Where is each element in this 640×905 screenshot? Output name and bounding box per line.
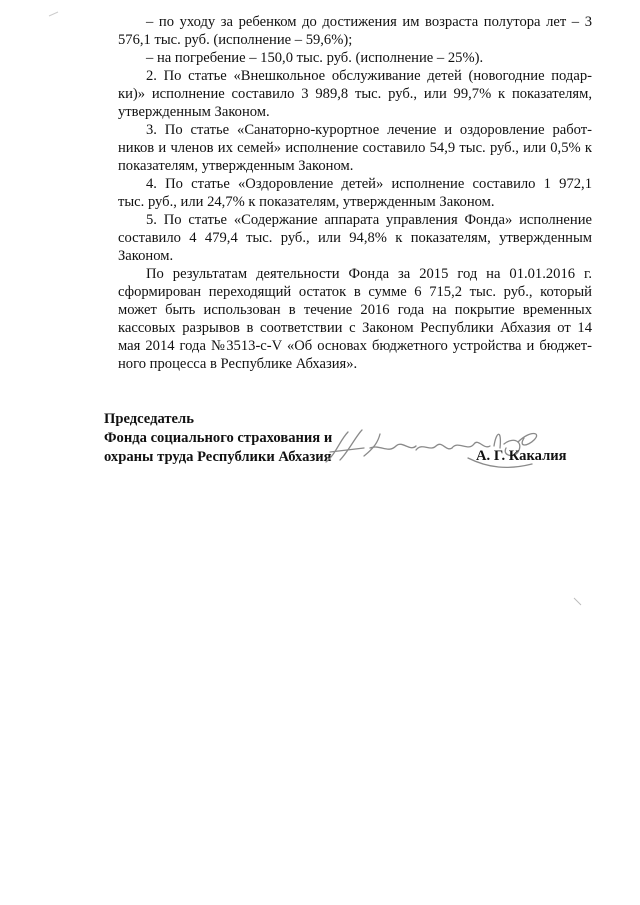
text-line: мая 2014 года №3513-с-V «Об основах бюджетного устройства и бюджет-: [118, 338, 592, 354]
text-line: тыс. руб., или 24,7% к показателям, утвержденным Законом.: [118, 194, 495, 210]
text-line: сформирован переходящий остаток в сумме 6 715,2 тыс. руб., который: [118, 284, 592, 300]
scan-speck: [572, 596, 584, 608]
text-line: 4. По статье «Оздоровление детей» исполнение составило 1 972,1: [146, 176, 592, 192]
text-line: 5. По статье «Содержание аппарата управления Фонда» исполнение: [146, 212, 592, 228]
text-line: утвержденным Законом.: [118, 104, 270, 120]
signatory-title: Председатель: [104, 411, 194, 427]
text-line: составило 4 479,4 тыс. руб., или 94,8% к показателям, утвержденным: [118, 230, 592, 246]
text-line: По результатам деятельности Фонда за 2015 год на 01.01.2016 г.: [146, 266, 592, 282]
text-line: – на погребение – 150,0 тыс. руб. (исполнение – 25%).: [146, 50, 484, 66]
document-body: [118, 13, 592, 373]
text-line: показателям, утвержденным Законом.: [118, 158, 354, 174]
text-line: 576,1 тыс. руб. (исполнение – 59,6%);: [118, 32, 353, 48]
scan-speck: [48, 10, 60, 18]
signatory-organization: Фонда социального страхования и: [104, 430, 333, 446]
text-line: ников и членов их семей» исполнение составило 54,9 тыс. руб., или 0,5% к: [118, 140, 592, 156]
text-line: Законом.: [118, 248, 174, 264]
text-line: ки)» исполнение составило 3 989,8 тыс. руб., или 99,7% к показателям,: [118, 86, 592, 102]
signatory-name: А. Г. Какалия: [476, 448, 567, 464]
handwritten-signature: [318, 418, 558, 476]
text-line: ного процесса в Республике Абхазия».: [118, 356, 358, 372]
text-line: кассовых разрывов в соответствии с Законом Республики Абхазия от 14: [118, 320, 592, 336]
text-line: – по уходу за ребенком до достижения им возраста полутора лет – 3: [146, 14, 592, 30]
text-line: 3. По статье «Санаторно-курортное лечение и оздоровление работ-: [146, 122, 592, 138]
signatory-organization: охраны труда Республики Абхазия: [104, 449, 332, 465]
text-line: может быть использован в течение 2016 года на покрытие временных: [118, 302, 592, 318]
text-line: 2. По статье «Внешкольное обслуживание детей (новогодние подар-: [146, 68, 592, 84]
